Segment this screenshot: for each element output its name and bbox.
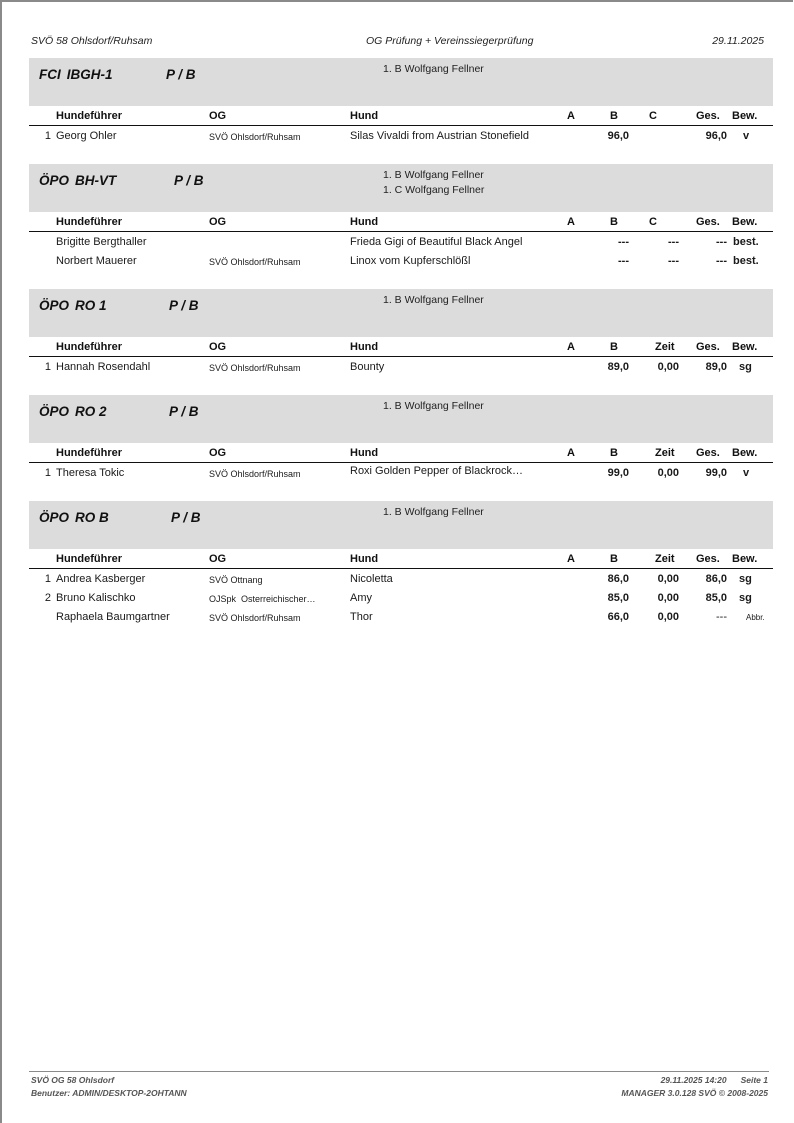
score-b: 66,0	[607, 611, 629, 623]
judges	[383, 505, 484, 520]
rating: best.	[733, 255, 759, 267]
table-row	[29, 588, 773, 607]
title-exam: BH-VT	[75, 173, 117, 188]
score-total: ---	[716, 255, 727, 267]
score-total: 96,0	[705, 130, 727, 142]
col-ges: Ges.	[696, 110, 720, 122]
col-ges: Ges.	[696, 216, 720, 228]
col-c: C	[649, 216, 657, 228]
time: 0,00	[657, 573, 679, 585]
col-b: B	[610, 216, 618, 228]
rank: 1	[44, 467, 51, 479]
header-event: OG Prüfung + Vereinssiegerprüfung	[366, 35, 534, 47]
handler-name: Bruno Kalischko	[56, 592, 136, 604]
section-class: P / B	[171, 510, 201, 525]
dog-name: Frieda Gigi of Beautiful Black Angel	[350, 236, 523, 248]
score-c: ---	[668, 255, 679, 267]
time: 0,00	[657, 361, 679, 373]
section-band	[29, 164, 773, 212]
judges	[383, 62, 484, 77]
col-hund: Hund	[350, 216, 379, 228]
footer-club: SVÖ OG 58 Ohlsdorf	[31, 1075, 115, 1085]
section-title	[39, 298, 107, 313]
title-org: ÖPO	[39, 404, 70, 419]
section-fci-ibgh-1	[29, 58, 773, 145]
score-total: 85,0	[705, 592, 727, 604]
column-header-row	[29, 443, 773, 463]
col-hund: Hund	[350, 110, 379, 122]
col-a: A	[567, 341, 575, 353]
rank: 1	[44, 130, 51, 142]
dog-name: Linox vom Kupferschlößl	[350, 255, 471, 267]
rating: sg	[739, 361, 752, 373]
section-band	[29, 58, 773, 106]
col-og: OG	[209, 341, 227, 353]
score-total: ---	[716, 611, 727, 623]
section-oepo-ro-2	[29, 395, 773, 482]
col-bew: Bew.	[732, 110, 758, 122]
column-header-row	[29, 549, 773, 569]
header-date: 29.11.2025	[712, 35, 764, 47]
table-row	[29, 607, 773, 626]
club-og: SVÖ Ohlsdorf/Ruhsam	[209, 469, 301, 479]
judge: 1. B Wolfgang Fellner	[383, 169, 484, 181]
club-og: SVÖ Ottnang	[209, 575, 263, 585]
col-zeit: Zeit	[655, 447, 675, 459]
col-hundefuehrer: Hundeführer	[56, 341, 122, 353]
handler-name: Theresa Tokic	[56, 467, 125, 479]
column-header-row	[29, 106, 773, 126]
title-org: FCI	[39, 67, 61, 82]
col-og: OG	[209, 553, 227, 565]
score-total: 86,0	[705, 573, 727, 585]
judge: 1. B Wolfgang Fellner	[383, 400, 484, 412]
footer-timestamp-page	[661, 1075, 768, 1085]
club-og: SVÖ Ohlsdorf/Ruhsam	[209, 363, 301, 373]
col-hundefuehrer: Hundeführer	[56, 553, 122, 565]
handler-name: Raphaela Baumgartner	[56, 611, 170, 623]
rank: 1	[44, 361, 51, 373]
table-row	[29, 463, 773, 482]
table-row	[29, 251, 773, 270]
title-exam: RO 1	[75, 298, 107, 313]
judges	[383, 168, 484, 198]
col-og: OG	[209, 110, 227, 122]
judge: 1. C Wolfgang Fellner	[383, 184, 485, 196]
col-b: B	[610, 341, 618, 353]
col-og: OG	[209, 216, 227, 228]
col-bew: Bew.	[732, 341, 758, 353]
col-b: B	[610, 553, 618, 565]
dog-name: Nicoletta	[350, 573, 393, 585]
col-hundefuehrer: Hundeführer	[56, 216, 122, 228]
col-hund: Hund	[350, 341, 379, 353]
time: 0,00	[657, 467, 679, 479]
score-c: ---	[668, 236, 679, 248]
judges	[383, 399, 484, 414]
time: 0,00	[657, 592, 679, 604]
col-b: B	[610, 110, 618, 122]
judges	[383, 293, 484, 308]
rating: v	[743, 130, 750, 142]
col-bew: Bew.	[732, 553, 758, 565]
table-row	[29, 569, 773, 588]
rating: v	[743, 467, 750, 479]
col-a: A	[567, 447, 575, 459]
rating: sg	[739, 573, 752, 585]
title-exam: RO B	[75, 510, 109, 525]
rating: Abbr.	[746, 613, 765, 622]
handler-name: Norbert Mauerer	[56, 255, 137, 267]
col-ges: Ges.	[696, 341, 720, 353]
section-class: P / B	[166, 67, 196, 82]
score-b: 85,0	[607, 592, 629, 604]
col-a: A	[567, 216, 575, 228]
col-hund: Hund	[350, 553, 379, 565]
section-class: P / B	[169, 404, 199, 419]
club-og: SVÖ Ohlsdorf/Ruhsam	[209, 257, 301, 267]
score-b: 86,0	[607, 573, 629, 585]
section-class: P / B	[174, 173, 204, 188]
col-bew: Bew.	[732, 216, 758, 228]
title-exam: RO 2	[75, 404, 107, 419]
section-band	[29, 501, 773, 549]
dog-name: Thor	[350, 611, 373, 623]
dog-name: Roxi Golden Pepper of Blackrock…	[350, 465, 524, 477]
table-row	[29, 232, 773, 251]
col-hund: Hund	[350, 447, 379, 459]
col-c: C	[649, 110, 657, 122]
section-title	[39, 67, 113, 82]
footer-user: Benutzer: ADMIN/DESKTOP-2OHTANN	[31, 1088, 187, 1098]
rank: 1	[44, 573, 51, 585]
score-total: 89,0	[705, 361, 727, 373]
title-org: ÖPO	[39, 298, 70, 313]
col-zeit: Zeit	[655, 553, 675, 565]
club-og: SVÖ Ohlsdorf/Ruhsam	[209, 613, 301, 623]
section-title	[39, 510, 109, 525]
judge: 1. B Wolfgang Fellner	[383, 63, 484, 75]
score-b: 89,0	[607, 361, 629, 373]
col-ges: Ges.	[696, 553, 720, 565]
col-b: B	[610, 447, 618, 459]
dog-name: Bounty	[350, 361, 385, 373]
time: 0,00	[657, 611, 679, 623]
col-a: A	[567, 553, 575, 565]
footer-timestamp: 29.11.2025 14:20	[660, 1075, 727, 1085]
header-club: SVÖ 58 Ohlsdorf/Ruhsam	[31, 35, 153, 47]
score-total: 99,0	[705, 467, 727, 479]
column-header-row	[29, 212, 773, 232]
table-row	[29, 126, 773, 145]
score-b: ---	[618, 255, 629, 267]
title-org: ÖPO	[39, 510, 70, 525]
dog-name: Silas Vivaldi from Austrian Stonefield	[350, 130, 529, 142]
col-hundefuehrer: Hundeführer	[56, 110, 122, 122]
col-zeit: Zeit	[655, 341, 675, 353]
section-title	[39, 173, 116, 188]
score-total: ---	[716, 236, 727, 248]
judge: 1. B Wolfgang Fellner	[383, 506, 484, 518]
table-row	[29, 357, 773, 376]
score-b: 96,0	[607, 130, 629, 142]
title-org: ÖPO	[39, 173, 70, 188]
section-band	[29, 289, 773, 337]
section-oepo-ro-1	[29, 289, 773, 376]
title-exam: IBGH-1	[66, 67, 113, 82]
col-og: OG	[209, 447, 227, 459]
club-og: SVÖ Ohlsdorf/Ruhsam	[209, 132, 301, 142]
section-class: P / B	[169, 298, 199, 313]
section-band	[29, 395, 773, 443]
handler-name: Georg Ohler	[56, 130, 117, 142]
score-b: ---	[618, 236, 629, 248]
rank: 2	[44, 592, 51, 604]
col-a: A	[567, 110, 575, 122]
rating: sg	[739, 592, 752, 604]
dog-name: Amy	[350, 592, 372, 604]
section-oepo-bh-vt	[29, 164, 773, 270]
section-oepo-ro-b	[29, 501, 773, 626]
handler-name: Andrea Kasberger	[56, 573, 146, 585]
col-bew: Bew.	[732, 447, 758, 459]
footer-page: Seite 1	[740, 1075, 768, 1085]
rating: best.	[733, 236, 759, 248]
col-ges: Ges.	[696, 447, 720, 459]
section-title	[39, 404, 107, 419]
footer-version: MANAGER 3.0.128 SVÖ © 2008-2025	[621, 1088, 768, 1098]
handler-name: Hannah Rosendahl	[56, 361, 151, 373]
footer-divider	[29, 1071, 769, 1072]
judge: 1. B Wolfgang Fellner	[383, 294, 484, 306]
club-og: OJSpk Osterreichischer…	[209, 594, 316, 604]
col-hundefuehrer: Hundeführer	[56, 447, 122, 459]
handler-name: Brigitte Bergthaller	[56, 236, 147, 248]
score-b: 99,0	[607, 467, 629, 479]
column-header-row	[29, 337, 773, 357]
